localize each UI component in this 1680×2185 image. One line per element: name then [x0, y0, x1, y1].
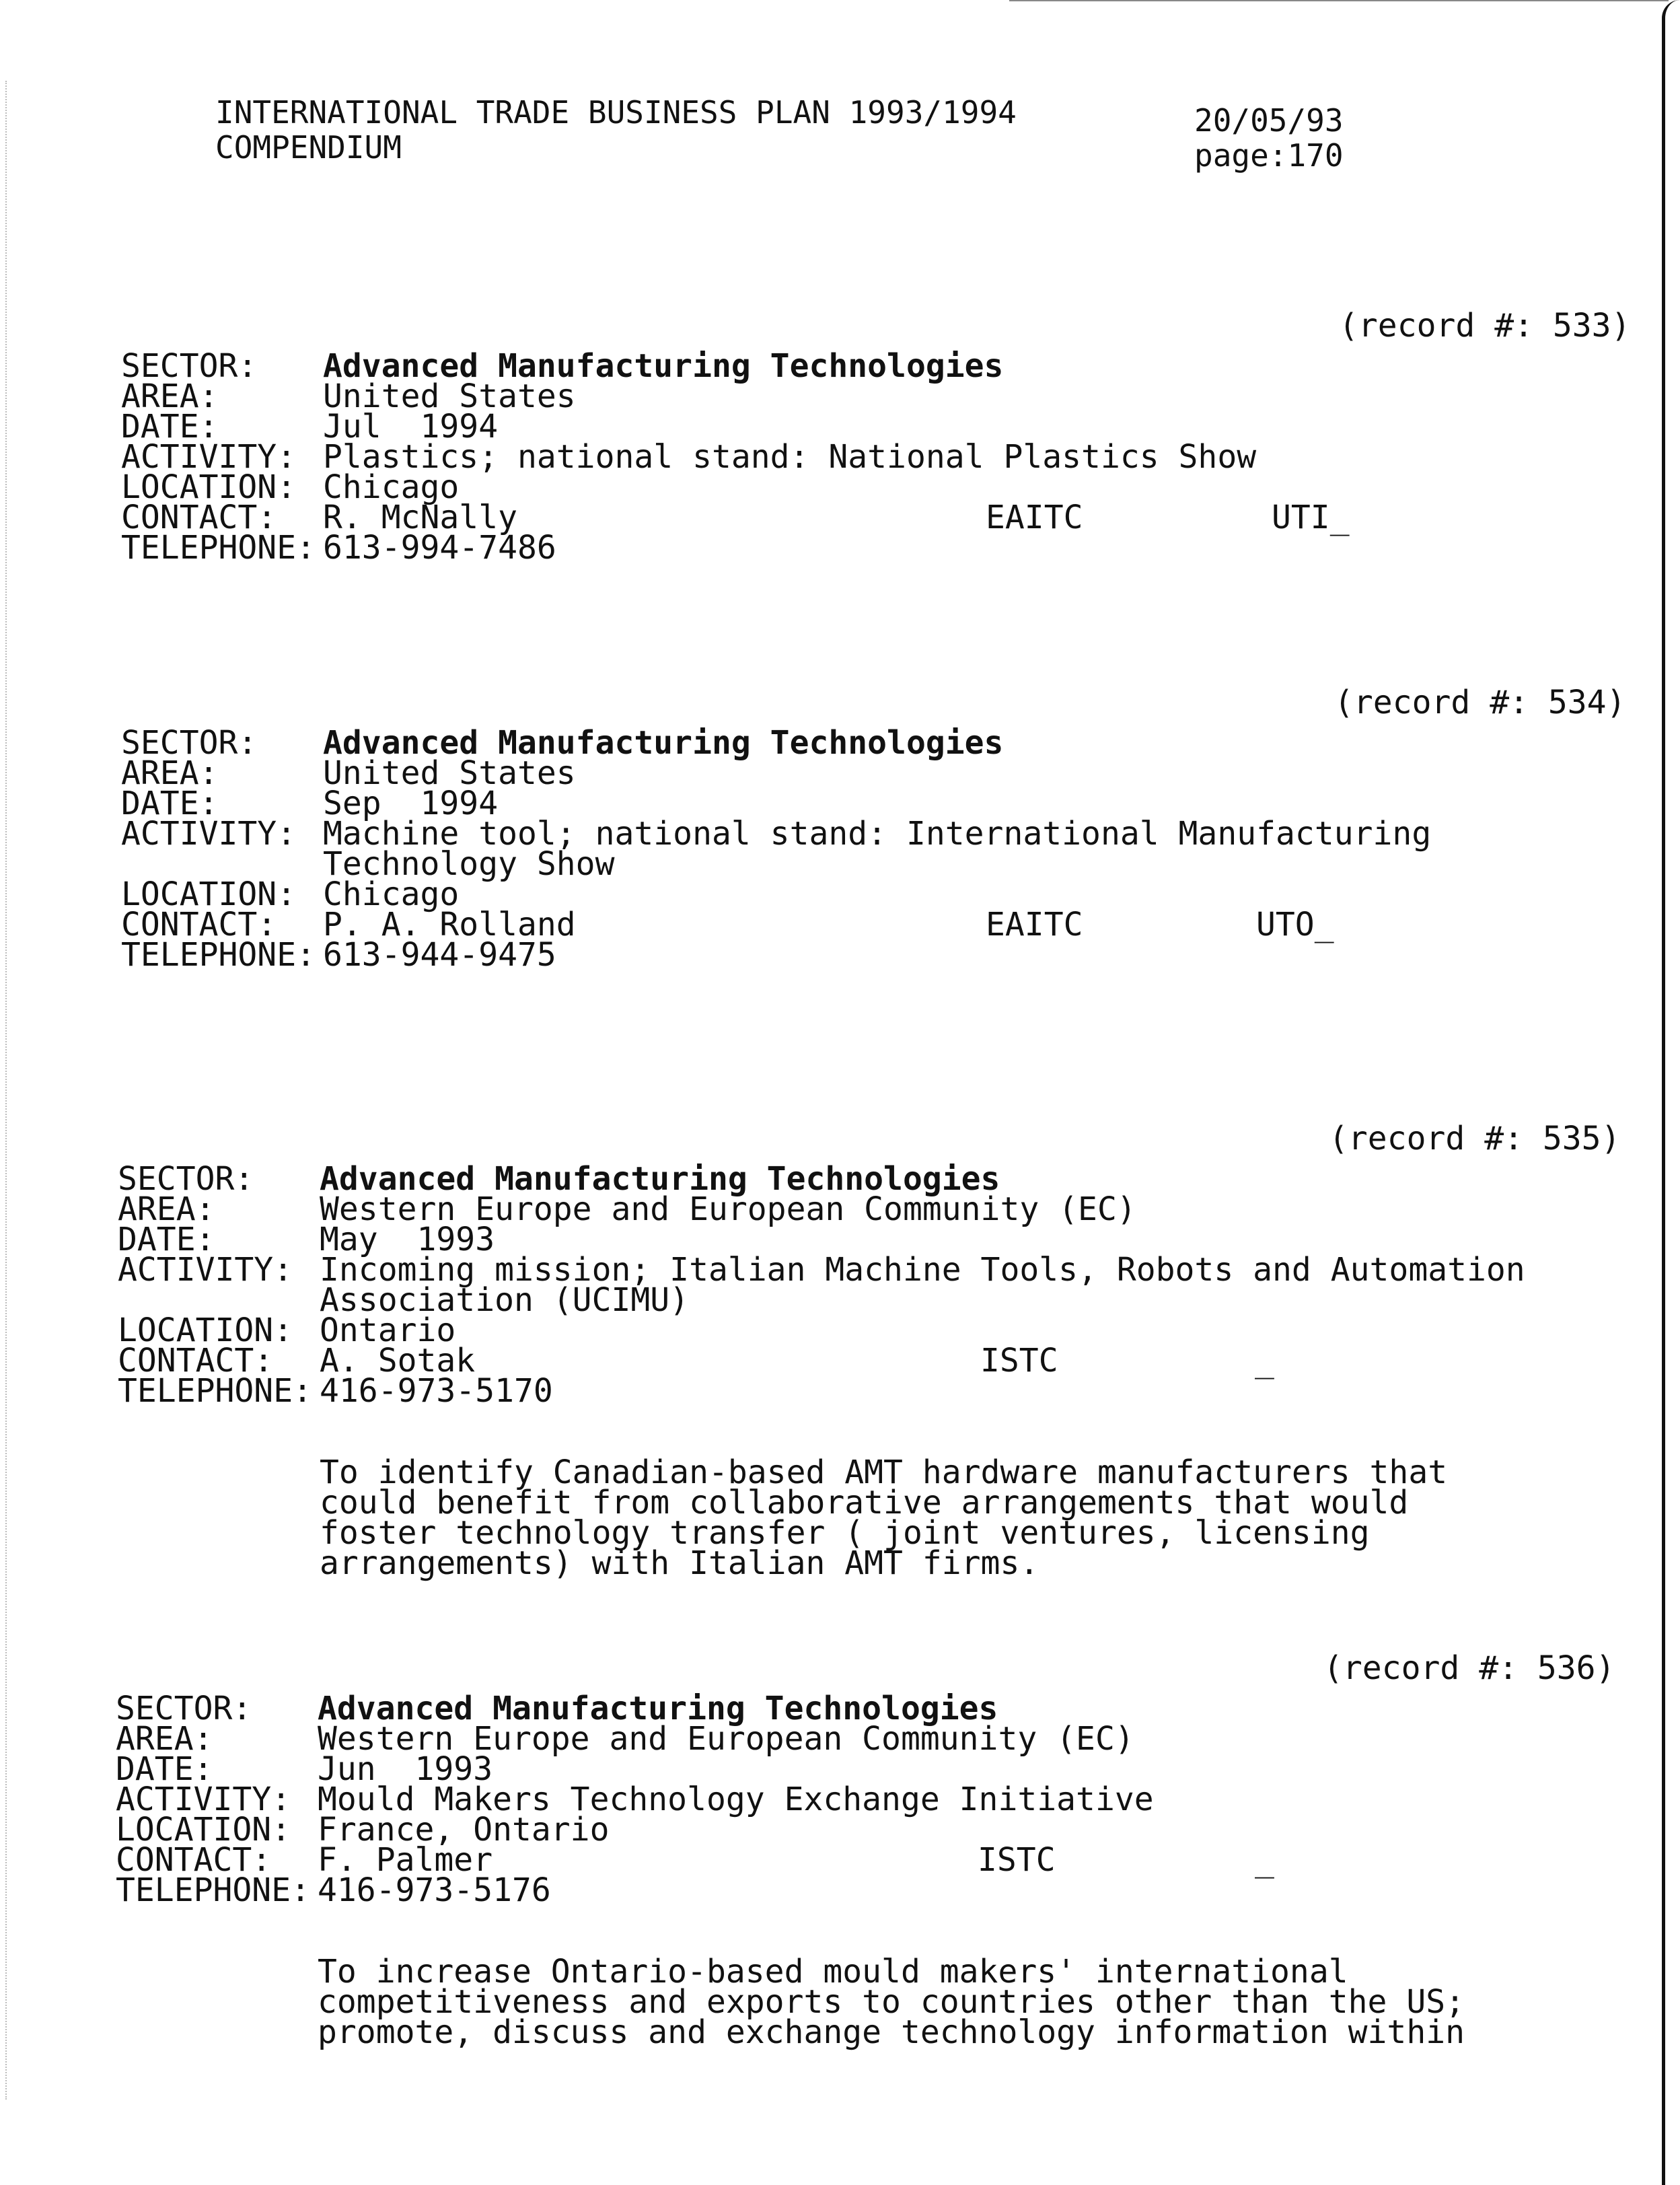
sector-value: Advanced Manufacturing Technologies — [320, 1160, 1000, 1198]
sector-label: SECTOR: — [121, 724, 258, 762]
activity-value: Mould Makers Technology Exchange Initiative — [318, 1781, 1154, 1818]
contact-org: ISTC — [978, 1841, 1056, 1879]
location-label: LOCATION: — [121, 875, 297, 913]
record-535 — [118, 1120, 1638, 1582]
date-label: DATE: — [118, 1221, 215, 1258]
telephone-value: 416-973-5176 — [318, 1871, 551, 1909]
date-value: Jul 1994 — [323, 408, 499, 445]
area-value: United States — [323, 378, 576, 415]
contact-org: ISTC — [980, 1342, 1058, 1380]
location-value: Chicago — [323, 468, 460, 506]
contact-value: R. McNally — [323, 499, 517, 536]
activity-value: Plastics; national stand: National Plastics Show — [323, 438, 1257, 476]
activity-label: ACTIVITY: — [121, 438, 297, 476]
contact-org: EAITC — [986, 906, 1083, 943]
contact-label: CONTACT: — [121, 906, 277, 943]
scan-left-margin — [5, 81, 9, 2100]
sector-label: SECTOR: — [121, 347, 258, 385]
activity-value: Incoming mission; Italian Machine Tools, Robots and Automation Association (UCIMU) — [320, 1251, 1525, 1319]
area-label: AREA: — [116, 1720, 213, 1758]
sector-label: SECTOR: — [118, 1160, 254, 1198]
telephone-row — [116, 1871, 1636, 1909]
telephone-value: 613-944-9475 — [323, 936, 556, 974]
contact-value: P. A. Rolland — [323, 906, 576, 943]
contact-label: CONTACT: — [121, 499, 277, 536]
record-note: To identify Canadian-based AMT hardware manufacturers that could benefit from collaborative arrangements that would foster technology transfer ( joint ventures, licensing arrangements) with Italian AMT firms. — [320, 1454, 1448, 1582]
location-label: LOCATION: — [116, 1811, 291, 1849]
record-note: To increase Ontario-based mould makers' international competitiveness and exports to countries other than the US; promote, discuss and exchange technology information within — [318, 1953, 1465, 2051]
contact-code: UTI_ — [1272, 499, 1350, 536]
telephone-value: 613-994-7486 — [323, 529, 556, 567]
date-value: May 1993 — [320, 1221, 495, 1258]
document-header — [215, 94, 1373, 175]
record-534 — [121, 684, 1642, 974]
area-label: AREA: — [118, 1190, 215, 1228]
area-label: AREA: — [121, 378, 219, 415]
record-533 — [121, 307, 1642, 567]
activity-label: ACTIVITY: — [118, 1251, 293, 1289]
document-title: INTERNATIONAL TRADE BUSINESS PLAN 1993/1994 — [215, 94, 1017, 131]
area-value: Western Europe and European Community (EC) — [318, 1720, 1134, 1758]
area-value: United States — [323, 754, 576, 792]
page-right-edge — [1662, 0, 1680, 2185]
telephone-row — [118, 1372, 1638, 1410]
record-number: (record #: 535) — [1329, 1120, 1621, 1157]
sector-value: Advanced Manufacturing Technologies — [323, 724, 1004, 762]
telephone-label: TELEPHONE: — [118, 1372, 312, 1410]
page-top-edge — [1009, 0, 1669, 5]
area-label: AREA: — [121, 754, 219, 792]
date-label: DATE: — [116, 1750, 213, 1788]
location-label: LOCATION: — [118, 1312, 293, 1349]
sector-label: SECTOR: — [116, 1690, 252, 1727]
date-value: Sep 1994 — [323, 785, 499, 822]
activity-value: Machine tool; national stand: International Manufacturing Technology Show — [323, 815, 1432, 883]
date-label: DATE: — [121, 408, 219, 445]
record-536 — [116, 1649, 1636, 2051]
activity-label: ACTIVITY: — [121, 815, 297, 853]
contact-value: A. Sotak — [320, 1342, 476, 1380]
contact-org: EAITC — [986, 499, 1083, 536]
telephone-row — [121, 529, 1642, 567]
location-value: Chicago — [323, 875, 460, 913]
location-label: LOCATION: — [121, 468, 297, 506]
contact-code: UTO_ — [1256, 906, 1334, 943]
document-date: 20/05/93 — [1194, 102, 1344, 139]
telephone-label: TELEPHONE: — [116, 1871, 310, 1909]
location-value: Ontario — [320, 1312, 456, 1349]
record-number: (record #: 536) — [1323, 1649, 1615, 1687]
telephone-label: TELEPHONE: — [121, 936, 316, 974]
contact-label: CONTACT: — [118, 1342, 274, 1380]
contact-code: _ — [1255, 1841, 1274, 1879]
document-subtitle: COMPENDIUM — [215, 129, 402, 166]
record-number: (record #: 534) — [1334, 684, 1626, 721]
telephone-label: TELEPHONE: — [121, 529, 316, 567]
location-value: France, Ontario — [318, 1811, 610, 1849]
activity-label: ACTIVITY: — [116, 1781, 291, 1818]
sector-value: Advanced Manufacturing Technologies — [318, 1690, 998, 1727]
date-label: DATE: — [121, 785, 219, 822]
sector-value: Advanced Manufacturing Technologies — [323, 347, 1004, 385]
contact-label: CONTACT: — [116, 1841, 272, 1879]
telephone-value: 416-973-5170 — [320, 1372, 553, 1410]
page-number: page:170 — [1194, 137, 1344, 174]
area-value: Western Europe and European Community (EC) — [320, 1190, 1136, 1228]
contact-code: _ — [1255, 1342, 1274, 1380]
telephone-row — [121, 936, 1642, 974]
record-number: (record #: 533) — [1339, 307, 1631, 345]
activity-row — [121, 815, 1642, 883]
date-value: Jun 1993 — [318, 1750, 493, 1788]
activity-row — [118, 1251, 1638, 1319]
contact-value: F. Palmer — [318, 1841, 493, 1879]
